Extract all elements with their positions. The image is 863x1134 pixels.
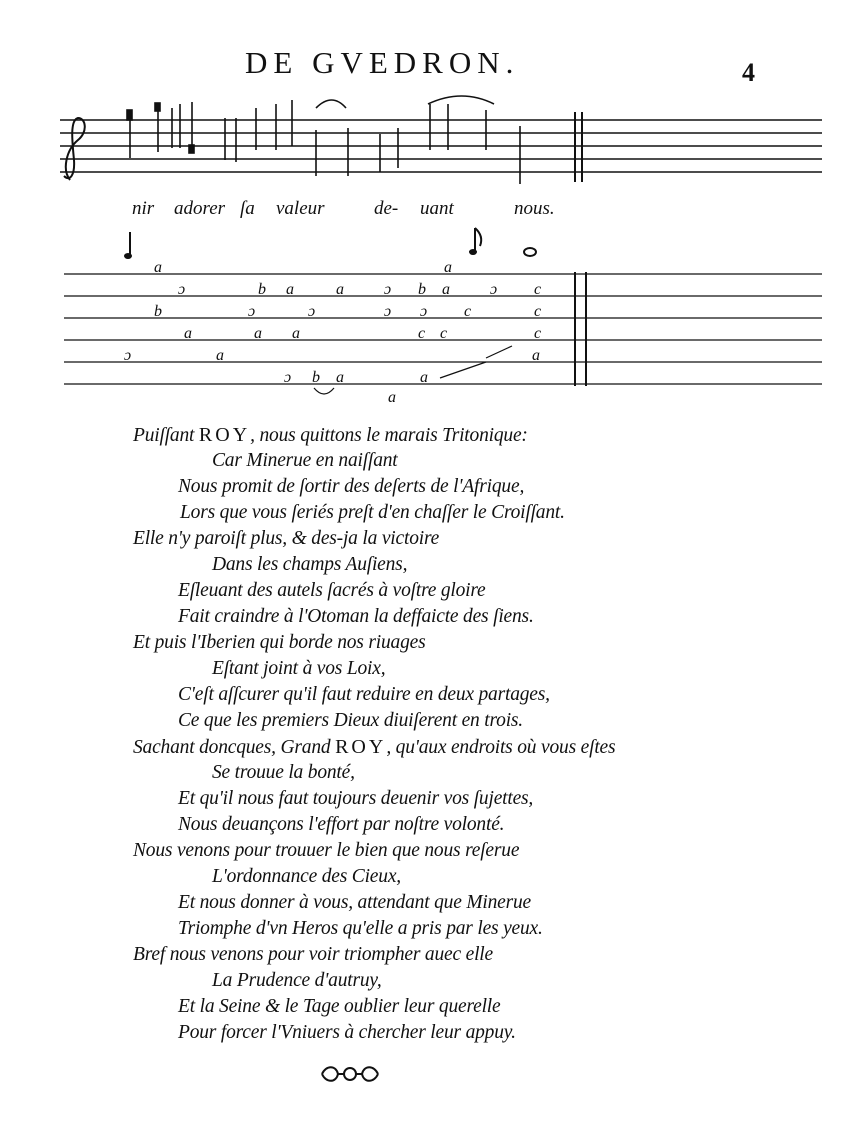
poem-line: Eſleuant des autels ſacrés à voſtre gloire <box>178 580 486 601</box>
fleuron-ornament-icon <box>318 1063 382 1085</box>
poem-line: Et nous donner à vous, attendant que Mineruе <box>178 892 531 913</box>
poem-line: La Prudence d'autruy, <box>212 970 382 991</box>
poem-line: Dans les champs Auſiens, <box>212 554 408 575</box>
svg-text:a: a <box>420 369 428 386</box>
poem-line: Puiſſant ROY, nous quittons le marais Tritonique: <box>133 424 528 446</box>
poem-line: Bref nous venons pour voir triompher auec elle <box>133 944 493 965</box>
poem-line: C'eſt aſſcurer qu'il faut reduire en deux partages, <box>178 684 550 705</box>
svg-text:a: a <box>292 325 300 342</box>
svg-text:c: c <box>534 325 542 342</box>
svg-text:ɔ: ɔ <box>178 281 186 298</box>
svg-text:ɔ: ɔ <box>248 303 256 320</box>
lyric-syllable: nous. <box>514 198 555 219</box>
svg-text:b: b <box>418 281 426 298</box>
poem-line: Nous promit de ſortir des deſerts de l'Afrique, <box>178 476 525 497</box>
poem-line: Fait craindre à l'Otoman la deffaicte des ſiens. <box>178 606 534 627</box>
treble-clef-icon <box>64 118 85 180</box>
svg-text:a: a <box>444 259 452 276</box>
svg-text:ɔ: ɔ <box>308 303 316 320</box>
page-header-title: DE GVEDRON. <box>245 45 520 80</box>
poem-line: Triomphe d'vn Heros qu'elle a pris par les yeux. <box>178 918 543 939</box>
svg-text:a: a <box>184 325 192 342</box>
svg-text:c: c <box>534 303 542 320</box>
poem-line: Sachant doncques, Grand ROY, qu'aux endroits où vous eſtes <box>133 736 616 758</box>
svg-text:c: c <box>534 281 542 298</box>
svg-text:a: a <box>442 281 450 298</box>
svg-text:ɔ: ɔ <box>284 369 292 386</box>
svg-text:ɔ: ɔ <box>420 303 428 320</box>
svg-text:c: c <box>418 325 426 342</box>
lyric-syllable: nir <box>132 198 155 219</box>
svg-text:a: a <box>216 347 224 364</box>
svg-text:ɔ: ɔ <box>124 347 132 364</box>
svg-text:a: a <box>336 281 344 298</box>
svg-text:a: a <box>532 347 540 364</box>
svg-text:a: a <box>388 389 396 406</box>
lyric-syllable: de- <box>374 198 399 219</box>
lyric-syllable: valeur <box>276 198 325 219</box>
svg-text:b: b <box>312 369 320 386</box>
svg-text:c: c <box>464 303 472 320</box>
poem-line: Eſtant joint à vos Loix, <box>212 658 386 679</box>
lyric-syllable: uant <box>420 198 454 219</box>
poem-line: Car Mineruе en naiſſant <box>212 450 398 471</box>
lyric-syllable: adorer <box>174 198 226 219</box>
poem-line: Nous venons pour trouuer le bien que nous reſerue <box>133 840 520 861</box>
poem-line: Et la Seine & le Tage oublier leur querelle <box>178 996 501 1017</box>
svg-text:a: a <box>254 325 262 342</box>
poem-line: Et puis l'Iberien qui borde nos riuages <box>133 632 426 653</box>
svg-text:a: a <box>154 259 162 276</box>
svg-text:a: a <box>286 281 294 298</box>
svg-text:a: a <box>336 369 344 386</box>
svg-text:ɔ: ɔ <box>490 281 498 298</box>
poem-line: Se trouue la bonté, <box>212 762 355 783</box>
page-number: 4 <box>742 58 755 87</box>
poem-line: Et qu'il nous faut toujours deuenir vos ſujettes, <box>178 788 534 809</box>
poem-line: Lors que vous ſeriés preſt d'en chaſſer le Croiſſant. <box>180 502 565 523</box>
rhythm-signs <box>125 228 536 258</box>
poem-line: L'ordonnance des Cieux, <box>212 866 401 887</box>
poem-line: Ce que les premiers Dieux diuiſerent en trois. <box>178 710 523 731</box>
svg-text:ɔ: ɔ <box>384 281 392 298</box>
lyric-syllable: ſa <box>240 198 255 219</box>
slur-marks <box>316 96 494 108</box>
poem-line: Nous deuançons l'effort par noſtre volonté. <box>178 814 505 835</box>
poem-line: Pour forcer l'Vniuers à chercher leur appuy. <box>178 1022 516 1043</box>
svg-text:ɔ: ɔ <box>384 303 392 320</box>
svg-text:c: c <box>440 325 448 342</box>
svg-text:b: b <box>154 303 162 320</box>
svg-text:b: b <box>258 281 266 298</box>
poem-line: Elle n'y paroiſt plus, & des-ja la victoire <box>133 528 440 549</box>
music-staff <box>60 112 822 182</box>
